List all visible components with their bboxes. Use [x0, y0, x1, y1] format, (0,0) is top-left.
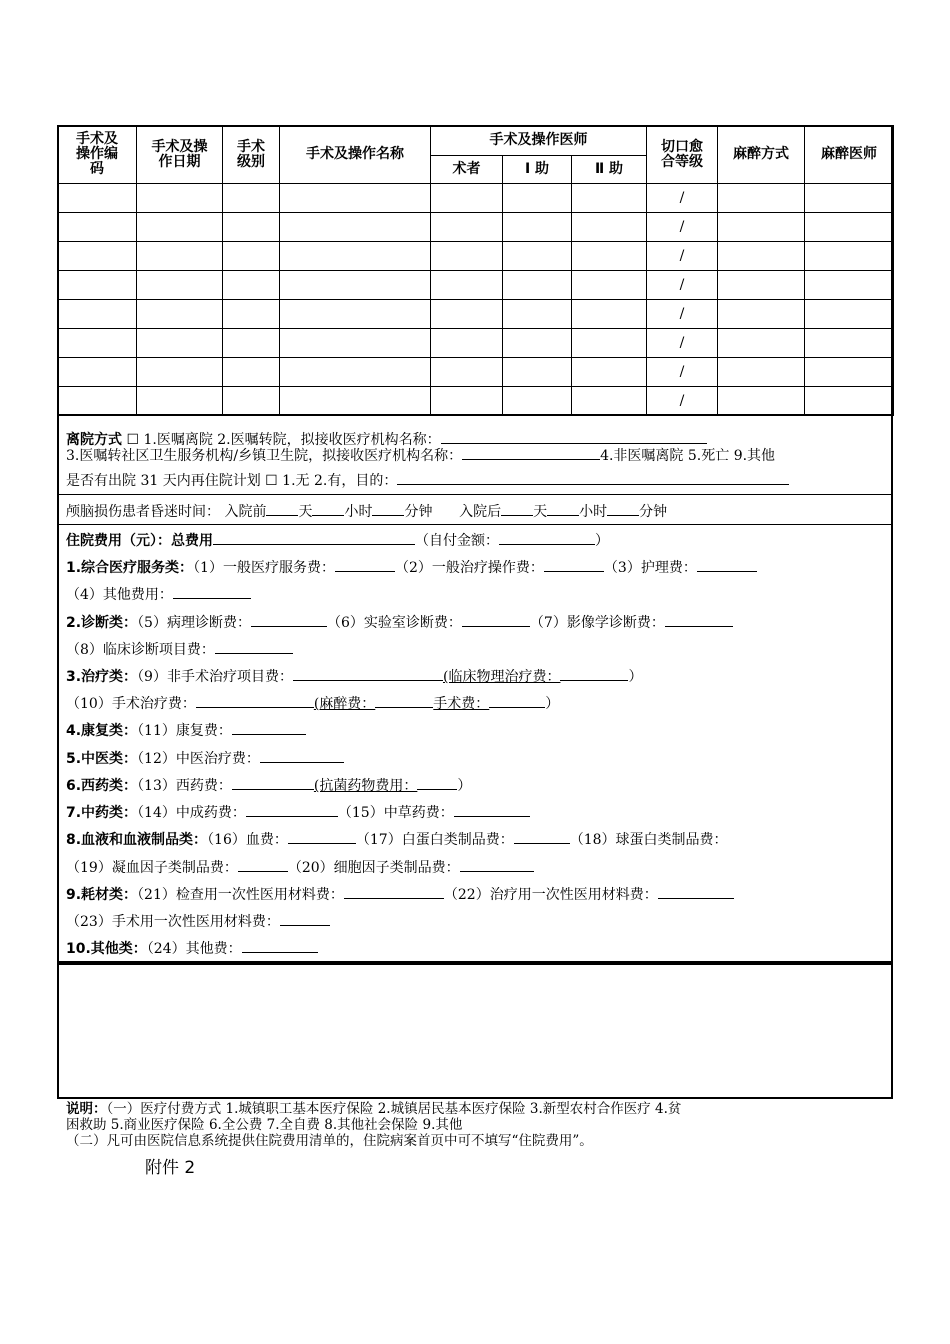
fee-field-17[interactable]	[514, 829, 570, 844]
table-cell[interactable]	[137, 300, 223, 329]
incision-grade-cell[interactable]: /	[647, 329, 718, 358]
discharge-line2: 3.医嘱转社区卫生服务机构/乡镇卫生院，拟接收医疗机构名称： 4.非医嘱离院 5.死亡 9.其他	[66, 445, 775, 465]
table-cell[interactable]	[280, 358, 431, 387]
table-cell[interactable]	[137, 387, 223, 416]
incision-grade-cell[interactable]: /	[647, 184, 718, 213]
fee-surg-field[interactable]	[489, 693, 545, 708]
fee-field-2[interactable]	[544, 557, 604, 572]
table-cell[interactable]	[137, 242, 223, 271]
table-cell[interactable]	[280, 329, 431, 358]
coma-after-hour[interactable]	[547, 501, 579, 516]
fee-c2-line2: （8）临床诊断项目费：	[66, 639, 293, 659]
fee-field-16[interactable]	[288, 829, 356, 844]
table-cell[interactable]	[223, 300, 280, 329]
table-cell[interactable]	[280, 300, 431, 329]
fee-antibiotic-field[interactable]	[417, 775, 457, 790]
discharge-label: 离院方式	[66, 432, 122, 448]
header-anesthesia-method: 麻醉方式	[718, 126, 805, 184]
table-row	[58, 213, 894, 242]
table-cell[interactable]	[137, 213, 223, 242]
fee-field-12[interactable]	[260, 748, 344, 763]
table-cell[interactable]	[58, 213, 137, 242]
table-cell[interactable]	[431, 329, 503, 358]
table-cell[interactable]	[137, 358, 223, 387]
fee-field-6[interactable]	[462, 612, 530, 627]
fee-c3-line2: （10）手术治疗费： (麻醉费： 手术费： ）	[66, 693, 559, 713]
total-fee-field[interactable]	[213, 530, 415, 545]
readmission-line: 是否有出院 31 天内再住院计划 ☐ 1.无 2.有，目的：	[66, 470, 789, 490]
table-cell[interactable]	[503, 300, 572, 329]
header-code: 手术及操作编码	[58, 126, 137, 184]
header-name: 手术及操作名称	[280, 126, 431, 184]
table-cell[interactable]	[503, 213, 572, 242]
table-cell[interactable]	[280, 271, 431, 300]
table-row	[58, 300, 894, 329]
table-row	[58, 329, 894, 358]
fee-field-11[interactable]	[232, 720, 306, 735]
coma-after-day[interactable]	[501, 501, 533, 516]
header-date: 手术及操作日期	[137, 126, 223, 184]
table-cell[interactable]	[572, 184, 647, 213]
table-cell[interactable]	[718, 329, 805, 358]
table-cell[interactable]	[137, 271, 223, 300]
fee-field-23[interactable]	[280, 911, 330, 926]
header-assist1: Ⅰ 助	[503, 156, 572, 184]
incision-grade-cell[interactable]: /	[647, 213, 718, 242]
table-cell[interactable]	[431, 213, 503, 242]
header-incision: 切口愈合等级	[647, 126, 718, 184]
table-cell[interactable]	[58, 358, 137, 387]
header-surgeon: 术者	[431, 156, 503, 184]
fee-field-3[interactable]	[697, 557, 757, 572]
header-doctor-group: 手术及操作医师	[431, 126, 647, 156]
table-cell[interactable]	[503, 358, 572, 387]
fee-field-13[interactable]	[232, 775, 314, 790]
table-cell[interactable]	[503, 329, 572, 358]
notes-line2: 困救助 5.商业医疗保险 6.全公费 7.全自费 8.其他社会保险 9.其他	[66, 1117, 463, 1133]
fee-physio-field[interactable]	[560, 666, 628, 681]
divider	[57, 524, 893, 525]
fee-field-21[interactable]	[344, 884, 444, 899]
header-level: 手术级别	[223, 126, 280, 184]
table-cell[interactable]	[58, 387, 137, 416]
incision-grade-cell[interactable]: /	[647, 358, 718, 387]
table-cell[interactable]	[805, 242, 894, 271]
table-cell[interactable]	[137, 329, 223, 358]
fee-c4-line: 4.康复类：（11）康复费：	[66, 720, 306, 740]
incision-grade-cell[interactable]: /	[647, 271, 718, 300]
coma-line: 颅脑损伤患者昏迷时间： 入院前 天 小时 分钟 入院后 天 小时 分钟	[66, 501, 667, 521]
table-cell[interactable]	[805, 358, 894, 387]
table-cell[interactable]	[572, 387, 647, 416]
fee-field-15[interactable]	[454, 802, 530, 817]
divider	[57, 414, 893, 415]
incision-grade-cell[interactable]: /	[647, 387, 718, 416]
fee-field-14[interactable]	[246, 802, 338, 817]
attachment-label: 附件 2	[145, 1158, 196, 1178]
table-cell[interactable]	[58, 300, 137, 329]
fee-c8-line2: （19）凝血因子类制品费： （20）细胞因子类制品费：	[66, 857, 534, 877]
table-cell[interactable]	[223, 213, 280, 242]
table-cell[interactable]	[58, 184, 137, 213]
table-cell[interactable]	[805, 184, 894, 213]
fee-field-5[interactable]	[251, 612, 327, 627]
table-cell[interactable]	[503, 184, 572, 213]
fee-c9-line2: （23）手术用一次性医用材料费：	[66, 911, 330, 931]
fee-total-line: 住院费用（元）：总费用 （自付金额： ）	[66, 530, 609, 550]
fee-c9-line: 9.耗材类：（21）检查用一次性医用材料费： （22）治疗用一次性医用材料费：	[66, 884, 734, 904]
table-cell[interactable]	[572, 329, 647, 358]
notes-line3: （二）凡可由医院信息系统提供住院费用清单的，住院病案首页中可不填写“住院费用”。	[66, 1133, 593, 1149]
table-cell[interactable]	[280, 242, 431, 271]
table-cell[interactable]	[58, 242, 137, 271]
table-cell[interactable]	[58, 271, 137, 300]
receiving-institution-field[interactable]	[441, 429, 707, 444]
table-row	[58, 387, 894, 416]
table-cell[interactable]	[805, 387, 894, 416]
notes-line1: 说明：（一）医疗付费方式 1.城镇职工基本医疗保险 2.城镇居民基本医疗保险 3.新型农村合作医疗 4.贫	[66, 1101, 682, 1117]
incision-grade-cell[interactable]: /	[647, 242, 718, 271]
fee-field-8[interactable]	[215, 639, 293, 654]
table-cell[interactable]	[431, 300, 503, 329]
table-cell[interactable]	[718, 358, 805, 387]
coma-after-minute[interactable]	[607, 501, 639, 516]
table-cell[interactable]	[280, 213, 431, 242]
readmission-checkbox[interactable]: ☐	[265, 473, 278, 489]
fee-field-24[interactable]	[242, 938, 318, 953]
table-cell[interactable]	[431, 387, 503, 416]
table-cell[interactable]	[718, 242, 805, 271]
table-cell[interactable]	[718, 184, 805, 213]
header-anesthesiologist: 麻醉医师	[805, 126, 894, 184]
table-cell[interactable]	[805, 213, 894, 242]
table-cell[interactable]	[503, 387, 572, 416]
table-cell[interactable]	[718, 271, 805, 300]
table-row	[58, 358, 894, 387]
table-cell[interactable]	[572, 300, 647, 329]
surgery-table	[57, 125, 894, 416]
coma-before-day[interactable]	[266, 501, 298, 516]
table-cell[interactable]	[431, 242, 503, 271]
fee-c5-line: 5.中医类：（12）中医治疗费：	[66, 748, 344, 768]
fee-field-7[interactable]	[665, 612, 733, 627]
table-cell[interactable]	[223, 242, 280, 271]
table-cell[interactable]	[58, 329, 137, 358]
table-cell[interactable]	[805, 300, 894, 329]
table-cell[interactable]	[223, 329, 280, 358]
fee-field-10[interactable]	[196, 693, 314, 708]
fee-c10-line: 10.其他类：（24）其他费：	[66, 938, 318, 958]
table-row	[58, 242, 894, 271]
table-cell[interactable]	[718, 300, 805, 329]
table-cell[interactable]	[572, 213, 647, 242]
incision-grade-cell[interactable]: /	[647, 300, 718, 329]
fee-c1-line: 1.综合医疗服务类：（1）一般医疗服务费： （2）一般治疗操作费： （3）护理费：	[66, 557, 757, 577]
fee-field-1[interactable]	[335, 557, 395, 572]
fee-c2-line: 2.诊断类：（5）病理诊断费： （6）实验室诊断费： （7）影像学诊断费：	[66, 612, 733, 632]
table-cell[interactable]	[572, 358, 647, 387]
fee-field-20[interactable]	[460, 857, 534, 872]
divider	[57, 494, 893, 495]
table-cell[interactable]	[431, 358, 503, 387]
discharge-line1: 离院方式 ☐ 1.医嘱离院 2.医嘱转院，拟接收医疗机构名称：	[66, 429, 707, 449]
table-cell[interactable]	[223, 387, 280, 416]
fee-field-9[interactable]	[293, 666, 443, 681]
table-cell[interactable]	[137, 184, 223, 213]
blank-box	[57, 963, 893, 1099]
fee-c3-line: 3.治疗类：（9）非手术治疗项目费： (临床物理治疗费： ）	[66, 666, 642, 686]
fee-field-4[interactable]	[173, 584, 251, 599]
table-cell[interactable]	[503, 271, 572, 300]
self-pay-field[interactable]	[499, 530, 595, 545]
community-institution-field[interactable]	[462, 445, 600, 460]
table-cell[interactable]	[223, 358, 280, 387]
table-cell[interactable]	[718, 213, 805, 242]
table-row	[58, 271, 894, 300]
fee-anes-field[interactable]	[375, 693, 433, 708]
fee-c6-line: 6.西药类：（13）西药费： (抗菌药物费用： ）	[66, 775, 471, 795]
fee-c8-line: 8.血液和血液制品类：（16）血费： （17）白蛋白类制品费： （18）球蛋白类制品费：	[66, 829, 728, 849]
table-cell[interactable]	[280, 387, 431, 416]
table-cell[interactable]	[431, 271, 503, 300]
table-cell[interactable]	[718, 387, 805, 416]
coma-before-hour[interactable]	[312, 501, 344, 516]
table-cell[interactable]	[805, 271, 894, 300]
fee-field-19[interactable]	[238, 857, 288, 872]
header-assist2: Ⅱ 助	[572, 156, 647, 184]
table-cell[interactable]	[223, 184, 280, 213]
table-cell[interactable]	[503, 242, 572, 271]
table-row	[58, 184, 894, 213]
table-cell[interactable]	[223, 271, 280, 300]
table-cell[interactable]	[572, 242, 647, 271]
table-cell[interactable]	[572, 271, 647, 300]
table-cell[interactable]	[280, 184, 431, 213]
fee-c1-line2: （4）其他费用：	[66, 584, 251, 604]
fee-c7-line: 7.中药类：（14）中成药费： （15）中草药费：	[66, 802, 530, 822]
readmission-purpose-field[interactable]	[397, 470, 789, 485]
table-cell[interactable]	[431, 184, 503, 213]
coma-before-minute[interactable]	[372, 501, 404, 516]
discharge-checkbox[interactable]: ☐	[126, 432, 140, 448]
fee-field-22[interactable]	[658, 884, 734, 899]
table-cell[interactable]	[805, 329, 894, 358]
